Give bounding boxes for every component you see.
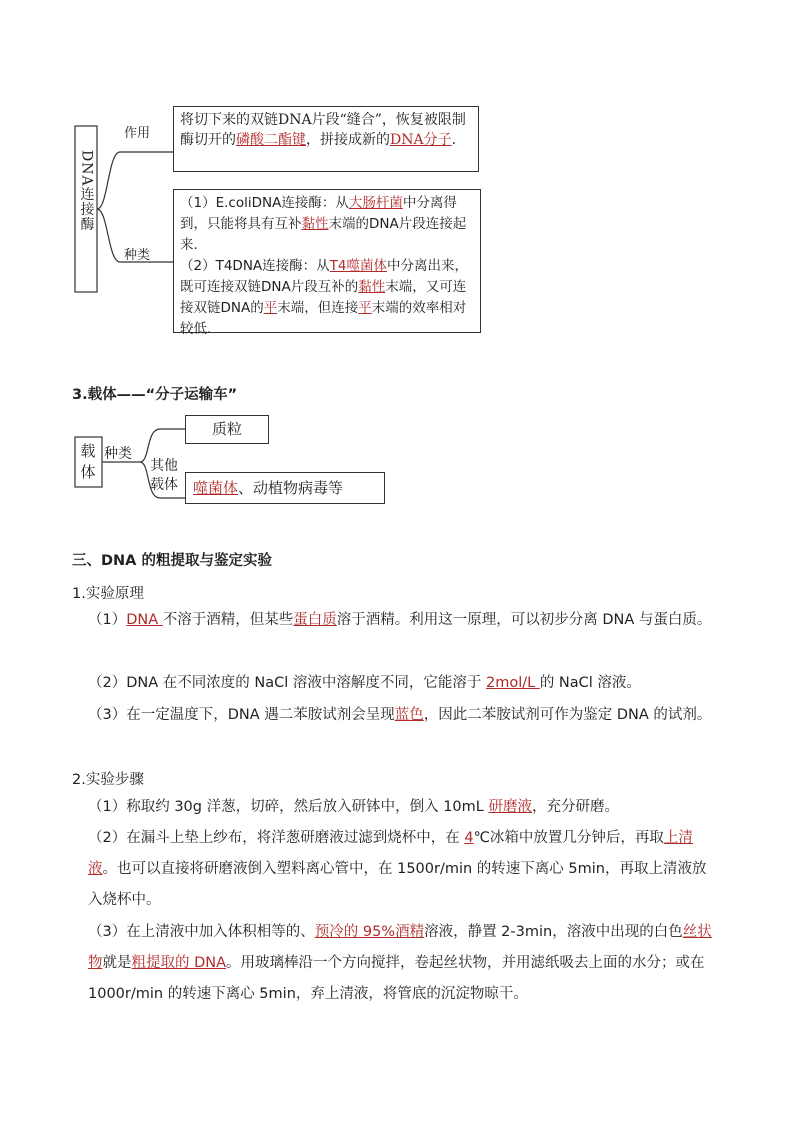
phage-box [185, 472, 385, 504]
answer-grinding-liquid: 研磨液 [488, 799, 532, 815]
types-text-1e: 末端的DNA片段连接起来. [180, 216, 467, 253]
p2-text-b: 的 NaCl 溶液。 [539, 675, 641, 691]
vector-root-label: 载体 [80, 442, 96, 481]
types-text-2i: 末端的效率相对较低. [180, 300, 467, 337]
p3-text-a: （3）在一定温度下，DNA 遇二苯胺试剂会呈现 [88, 707, 395, 723]
s3-text-b: 溶液，静置 2-3min，溶液中出现的白色 [424, 924, 683, 940]
principle-heading: 1.实验原理 [72, 586, 144, 602]
branch-types-label: 种类 [124, 248, 151, 263]
other-vector-label: 其他载体 [150, 458, 178, 493]
types-text-2e: 末端，又可连接双链DNA的 [180, 279, 467, 316]
s2-text-b: ℃冰箱中放置几分钟后，再取 [473, 830, 664, 846]
s1-text-a: （1）称取约 30g 洋葱，切碎，然后放入研钵中，倒入 10mL [88, 799, 489, 815]
s3-text-d: 。用玻璃棒沿一个方向搅拌，卷起丝状物，并用滤纸吸去上面的水分；或在 1000r/min 的转速下离心 5min，弃上清液，将管底的沉淀物晾干。 [88, 955, 705, 1002]
s3-text-c: 就是 [102, 955, 132, 971]
types-text-1c: 中分离得到，只能将具有互补 [180, 195, 457, 232]
steps-heading: 2.实验步骤 [72, 772, 144, 788]
answer-t4-phage: T4噬菌体 [329, 258, 387, 274]
s1-text-b: ，充分研磨。 [531, 799, 619, 815]
phage-box-rest: 、动植物病毒等 [238, 479, 344, 497]
answer-crude-dna: 粗提取的 DNA [131, 955, 227, 971]
answer-blunt-1: 平 [263, 300, 278, 316]
p3-text-b: ，因此二苯胺试剂可作为鉴定 DNA 的试剂。 [423, 707, 712, 723]
step-1 [88, 792, 720, 823]
p1-num: （1） [88, 612, 127, 628]
vector-heading [72, 383, 237, 404]
plasmid-box [185, 415, 269, 444]
answer-blue: 蓝色 [394, 707, 424, 723]
principle-1 [88, 605, 720, 636]
answer-dna-molecule: DNA分子 [390, 132, 452, 148]
answer-2mol: 2mol/L [485, 675, 540, 691]
ligase-function-box [173, 106, 479, 172]
answer-blunt-2: 平 [358, 300, 372, 316]
step-2 [88, 823, 720, 916]
function-text-3: . [451, 132, 457, 148]
principle-2 [88, 668, 720, 699]
answer-cold-ethanol: 预冷的 95%酒精 [314, 924, 425, 940]
types-text-2a: （2）T4DNA连接酶：从 [180, 258, 330, 274]
p2-text-a: （2）DNA 在不同浓度的 NaCl 溶液中溶解度不同，它能溶于 [88, 675, 486, 691]
answer-supernatant: 上清液 [88, 830, 693, 877]
answer-phage: 噬菌体 [193, 479, 239, 497]
ligase-root-label [75, 150, 97, 232]
s2-text-c: 。也可以直接将研磨液倒入塑料离心管中，在 1500r/min 的转速下离心 5min，再取上清液放入烧杯中。 [88, 861, 707, 908]
step-3 [88, 917, 720, 1010]
p1-text-b: 溶于酒精。利用这一原理，可以初步分离 DNA 与蛋白质。 [336, 612, 712, 628]
vector-branch-label: 种类 [104, 446, 132, 462]
answer-ecoli: 大肠杆菌 [348, 195, 403, 211]
ligase-brace-top [97, 152, 173, 209]
answer-protein: 蛋白质 [293, 612, 337, 628]
answer-sticky-1: 黏性 [301, 216, 329, 232]
answer-filaments: 丝状物 [88, 924, 712, 971]
function-text-1: 将切下来的双链DNA片段“缝合”，恢复被限制酶切开的 [180, 112, 466, 148]
s3-text-a: （3）在上清液中加入体积相等的、 [88, 924, 315, 940]
types-text-2g: 末端，但连接 [277, 300, 359, 316]
answer-phosphodiester: 磷酸二酯键 [236, 132, 306, 148]
types-text-2c: 中分离出来，既可连接双链DNA片段互补的 [180, 258, 468, 295]
principle-3 [88, 700, 720, 731]
vector-heading-text: 3.载体——“分子运输车” [72, 387, 238, 403]
answer-4: 4 [464, 830, 474, 846]
answer-sticky-2: 黏性 [358, 279, 386, 295]
ligase-types-box [173, 189, 481, 337]
plasmid-label: 质粒 [211, 420, 242, 438]
p1-text-a: 不溶于酒精，但某些 [162, 612, 294, 628]
ligase-root-text: DNA连接酶 [78, 150, 95, 232]
function-text-2: ，拼接成新的 [306, 132, 390, 148]
s2-text-a: （2）在漏斗上垫上纱布，将洋葱研磨液过滤到烧杯中，在 [88, 830, 465, 846]
answer-dna: DNA [126, 612, 163, 628]
types-text-1a: （1）E.coliDNA连接酶：从 [180, 195, 349, 211]
section3-heading: 三、DNA 的粗提取与鉴定实验 [72, 553, 272, 569]
branch-function-label: 作用 [124, 126, 151, 141]
